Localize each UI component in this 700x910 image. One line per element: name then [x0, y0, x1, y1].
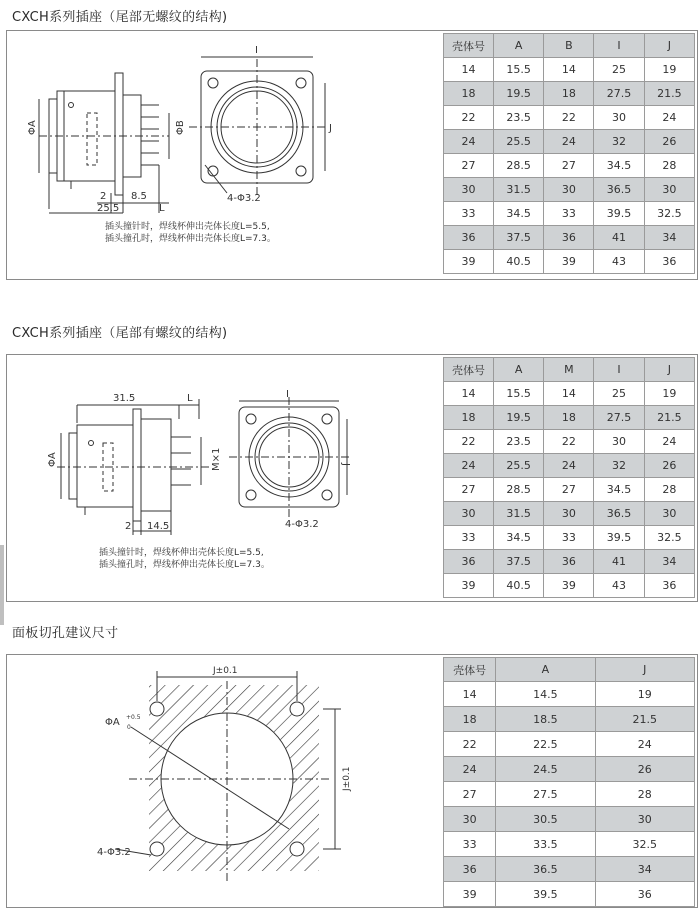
dim-phi-b: ΦB [175, 120, 186, 135]
table-cell: 21.5 [644, 82, 694, 106]
table-cell: 19 [595, 682, 694, 707]
table-cell: 30 [595, 807, 694, 832]
table-cell: 33 [544, 526, 594, 550]
table-cell: 30 [444, 502, 494, 526]
note-2: 插头撞孔时，焊线杯伸出壳体长度L=7.3。 [99, 560, 270, 570]
table-cell: 24 [544, 130, 594, 154]
table-cell: 30 [444, 807, 496, 832]
table-cell: 30 [594, 430, 644, 454]
section-3-title: 面板切孔建议尺寸 [12, 626, 119, 641]
table-cell: 24.5 [496, 757, 595, 782]
table-cell: 18 [544, 82, 594, 106]
table-cell: 31.5 [494, 178, 544, 202]
table-cell: 41 [594, 550, 644, 574]
table-cell: 14.5 [496, 682, 595, 707]
table-cell: 19.5 [494, 82, 544, 106]
table-cell: 32 [594, 454, 644, 478]
table-row [444, 707, 695, 732]
table-cell: 36 [444, 550, 494, 574]
dim-tol-lower: 0 [127, 724, 131, 731]
dim-holes: 4-Φ3.2 [97, 847, 131, 858]
col-header: J [644, 358, 694, 382]
page-edge-mark [0, 545, 4, 625]
note-1: 插头撞针时，焊线杯伸出壳体长度L=5.5, [99, 548, 264, 558]
table-cell: 37.5 [494, 226, 544, 250]
dim-l: L [159, 203, 165, 214]
table-cell: 19.5 [494, 406, 544, 430]
table-row [444, 807, 695, 832]
table-cell: 39 [544, 250, 594, 274]
table-cell: 21.5 [644, 406, 694, 430]
table-cell: 39.5 [594, 526, 644, 550]
table-cell: 27.5 [496, 782, 595, 807]
table-cell: 15.5 [494, 382, 544, 406]
table-cell: 36 [595, 882, 694, 907]
side-view [57, 399, 209, 535]
table-cell: 39.5 [496, 882, 595, 907]
table-cell: 40.5 [494, 250, 544, 274]
table-cell: 34.5 [494, 526, 544, 550]
table-cell: 14 [444, 382, 494, 406]
dim-l: L [187, 393, 193, 404]
table-cell: 24 [444, 454, 494, 478]
table-cell: 36 [544, 226, 594, 250]
section-2-table [443, 357, 695, 598]
section-1-title: CXCH系列插座（尾部无螺纹的结构) [12, 10, 228, 25]
table-row [444, 250, 695, 274]
table-cell: 22.5 [496, 732, 595, 757]
table-row [444, 430, 695, 454]
table-cell: 24 [644, 430, 694, 454]
col-header: J [644, 34, 694, 58]
table-cell: 41 [594, 226, 644, 250]
table-cell: 27 [544, 478, 594, 502]
dim-phi-a: ΦA [27, 120, 38, 135]
table-cell: 14 [444, 58, 494, 82]
col-header: A [496, 658, 595, 682]
dim-14-5: 14.5 [147, 521, 170, 532]
table-cell: 36.5 [496, 857, 595, 882]
note-1: 插头撞针时，焊线杯伸出壳体长度L=5.5, [105, 222, 270, 232]
table-cell: 27 [444, 782, 496, 807]
table-cell: 34 [644, 226, 694, 250]
dim-j: J [329, 123, 332, 134]
dim-j-side: J±0.1 [342, 766, 352, 791]
col-header: J [595, 658, 694, 682]
table-cell: 39.5 [594, 202, 644, 226]
col-header: 壳体号 [444, 658, 496, 682]
dim-tol-upper: +0.5 [126, 714, 141, 721]
table-cell: 30 [544, 502, 594, 526]
table-cell: 24 [595, 732, 694, 757]
table-cell: 24 [444, 130, 494, 154]
table-cell: 34.5 [594, 154, 644, 178]
table-cell: 30 [594, 106, 644, 130]
col-header: B [544, 34, 594, 58]
table-cell: 23.5 [494, 430, 544, 454]
dim-phi-a: ΦA [47, 452, 58, 467]
table-cell: 28 [644, 154, 694, 178]
section-1-drawing [9, 33, 442, 275]
table-row [444, 526, 695, 550]
table-cell: 36 [644, 250, 694, 274]
dim-25-5: 25.5 [97, 203, 120, 214]
dim-i: I [255, 45, 258, 56]
table-cell: 25 [594, 382, 644, 406]
col-header: I [594, 34, 644, 58]
col-header: A [494, 34, 544, 58]
table-cell: 40.5 [494, 574, 544, 598]
table-cell: 36 [444, 226, 494, 250]
table-row [444, 406, 695, 430]
table-row [444, 574, 695, 598]
table-cell: 18 [444, 707, 496, 732]
table-cell: 32.5 [644, 526, 694, 550]
front-view [229, 397, 349, 517]
table-row [444, 130, 695, 154]
table-cell: 33.5 [496, 832, 595, 857]
table-cell: 27 [544, 154, 594, 178]
table-cell: 33 [544, 202, 594, 226]
table-cell: 36.5 [594, 502, 644, 526]
table-cell: 33 [444, 526, 494, 550]
table-cell: 24 [544, 454, 594, 478]
section-3-table [443, 657, 695, 907]
table-cell: 18.5 [496, 707, 595, 732]
table-cell: 14 [544, 382, 594, 406]
table-cell: 24 [444, 757, 496, 782]
table-row [444, 106, 695, 130]
table-cell: 27 [444, 478, 494, 502]
panel-cutout [115, 671, 341, 883]
table-row [444, 502, 695, 526]
table-row [444, 154, 695, 178]
table-cell: 27 [444, 154, 494, 178]
table-cell: 34.5 [494, 202, 544, 226]
table-row [444, 178, 695, 202]
table-row [444, 882, 695, 907]
table-cell: 32 [594, 130, 644, 154]
table-cell: 32.5 [644, 202, 694, 226]
table-cell: 28.5 [494, 478, 544, 502]
table-row [444, 454, 695, 478]
col-header: 壳体号 [444, 34, 494, 58]
table-row [444, 782, 695, 807]
table-cell: 27.5 [594, 406, 644, 430]
table-cell: 26 [595, 757, 694, 782]
table-cell: 39 [444, 574, 494, 598]
table-row [444, 732, 695, 757]
table-cell: 19 [644, 58, 694, 82]
table-cell: 36.5 [594, 178, 644, 202]
table-cell: 34 [595, 857, 694, 882]
table-cell: 25.5 [494, 454, 544, 478]
dim-2: 2 [125, 521, 132, 532]
table-cell: 28 [644, 478, 694, 502]
dim-j: J [340, 463, 351, 466]
front-view [189, 57, 325, 195]
table-cell: 30 [644, 178, 694, 202]
table-row [444, 82, 695, 106]
table-cell: 21.5 [595, 707, 694, 732]
table-cell: 33 [444, 832, 496, 857]
dim-holes: 4-Φ3.2 [227, 193, 261, 204]
col-header: A [494, 358, 544, 382]
table-cell: 30 [544, 178, 594, 202]
table-cell: 25 [594, 58, 644, 82]
table-cell: 22 [444, 106, 494, 130]
dim-i: I [286, 389, 289, 400]
table-cell: 39 [444, 882, 496, 907]
section-1-table [443, 33, 695, 274]
table-cell: 18 [544, 406, 594, 430]
table-cell: 31.5 [494, 502, 544, 526]
table-cell: 30.5 [496, 807, 595, 832]
table-cell: 39 [544, 574, 594, 598]
table-row [444, 832, 695, 857]
table-row [444, 757, 695, 782]
dim-8-5: 8.5 [131, 191, 147, 202]
table-cell: 25.5 [494, 130, 544, 154]
table-cell: 26 [644, 130, 694, 154]
table-cell: 22 [444, 732, 496, 757]
table-cell: 36 [444, 857, 496, 882]
table-cell: 14 [444, 682, 496, 707]
table-cell: 34 [644, 550, 694, 574]
table-row [444, 682, 695, 707]
table-cell: 28.5 [494, 154, 544, 178]
table-cell: 36 [544, 550, 594, 574]
table-cell: 30 [444, 178, 494, 202]
table-cell: 14 [544, 58, 594, 82]
table-cell: 27.5 [594, 82, 644, 106]
table-cell: 26 [644, 454, 694, 478]
table-cell: 24 [644, 106, 694, 130]
note-2: 插头撞孔时，焊线杯伸出壳体长度L=7.3。 [105, 234, 276, 244]
table-row [444, 226, 695, 250]
table-cell: 23.5 [494, 106, 544, 130]
table-cell: 33 [444, 202, 494, 226]
col-header: 壳体号 [444, 358, 494, 382]
dim-j-top: J±0.1 [213, 666, 238, 676]
section-2-title: CXCH系列插座（尾部有螺纹的结构) [12, 326, 228, 341]
table-cell: 19 [644, 382, 694, 406]
table-cell: 36 [644, 574, 694, 598]
table-cell: 15.5 [494, 58, 544, 82]
dim-2: 2 [100, 191, 107, 202]
dim-holes: 4-Φ3.2 [285, 519, 319, 530]
table-cell: 37.5 [494, 550, 544, 574]
table-cell: 18 [444, 406, 494, 430]
table-cell: 18 [444, 82, 494, 106]
table-row [444, 550, 695, 574]
col-header: M [544, 358, 594, 382]
col-header: I [594, 358, 644, 382]
section-3-drawing [9, 657, 439, 903]
table-cell: 32.5 [595, 832, 694, 857]
dim-m: M×1 [211, 447, 222, 471]
section-2-drawing [9, 357, 442, 597]
table-row [444, 857, 695, 882]
table-cell: 30 [644, 502, 694, 526]
table-cell: 34.5 [594, 478, 644, 502]
dim-31-5: 31.5 [113, 393, 136, 404]
table-row [444, 478, 695, 502]
table-cell: 43 [594, 250, 644, 274]
table-cell: 22 [544, 106, 594, 130]
table-cell: 43 [594, 574, 644, 598]
table-row [444, 202, 695, 226]
table-row [444, 382, 695, 406]
table-row [444, 58, 695, 82]
table-cell: 28 [595, 782, 694, 807]
table-cell: 39 [444, 250, 494, 274]
table-cell: 22 [444, 430, 494, 454]
dim-phi-a: ΦA [105, 717, 120, 728]
table-cell: 22 [544, 430, 594, 454]
